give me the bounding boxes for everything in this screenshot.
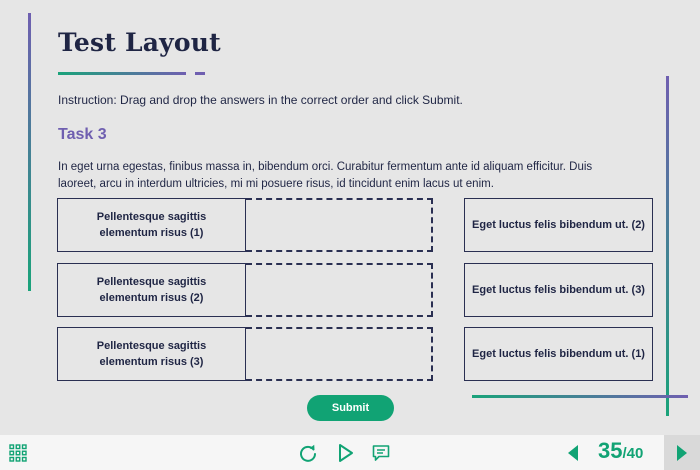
title-dash	[195, 72, 205, 75]
decorative-right-line	[666, 76, 669, 416]
drop-zone-1[interactable]	[246, 198, 433, 252]
next-arrow-icon	[675, 443, 689, 463]
bottom-nav-bar	[0, 435, 700, 470]
play-icon[interactable]	[337, 443, 355, 463]
drop-zone-2[interactable]	[246, 263, 433, 317]
submit-button[interactable]: Submit	[307, 395, 394, 421]
item-box-2: Pellentesque sagittis elementum risus (2)	[57, 263, 246, 317]
answer-card-1[interactable]: Eget luctus felis bibendum ut. (2)	[464, 198, 653, 252]
title-underline	[58, 72, 186, 75]
page-current: 35	[598, 438, 623, 463]
grid-menu-icon[interactable]	[9, 444, 27, 462]
drop-zone-3[interactable]	[246, 327, 433, 381]
decorative-left-line	[28, 13, 31, 291]
instruction-text: Instruction: Drag and drop the answers in the correct order and click Submit.	[58, 93, 463, 107]
item-box-3: Pellentesque sagittis elementum risus (3)	[57, 327, 246, 381]
reload-icon[interactable]	[298, 443, 318, 463]
task-description: In eget urna egestas, finibus massa in, bibendum orci. Curabitur fermentum ante id aliquam efficitur. Duis laoreet, arcu in interdum ultricies, mi mi posuere risus, id tincidunt enim lacus ut enim.	[58, 161, 593, 190]
item-box-1: Pellentesque sagittis elementum risus (1)	[57, 198, 246, 252]
page-counter	[598, 438, 643, 464]
page-total: 40	[626, 445, 644, 462]
next-button[interactable]	[664, 435, 700, 470]
answer-card-3[interactable]: Eget luctus felis bibendum ut. (1)	[464, 327, 653, 381]
prev-arrow-icon[interactable]	[566, 443, 580, 463]
page-separator: /	[622, 445, 627, 462]
chat-icon[interactable]	[372, 444, 390, 462]
answer-card-2[interactable]: Eget luctus felis bibendum ut. (3)	[464, 263, 653, 317]
task-title: Task 3	[58, 126, 107, 143]
page-title: Test Layout	[58, 28, 221, 57]
decorative-bottom-line	[472, 395, 688, 398]
